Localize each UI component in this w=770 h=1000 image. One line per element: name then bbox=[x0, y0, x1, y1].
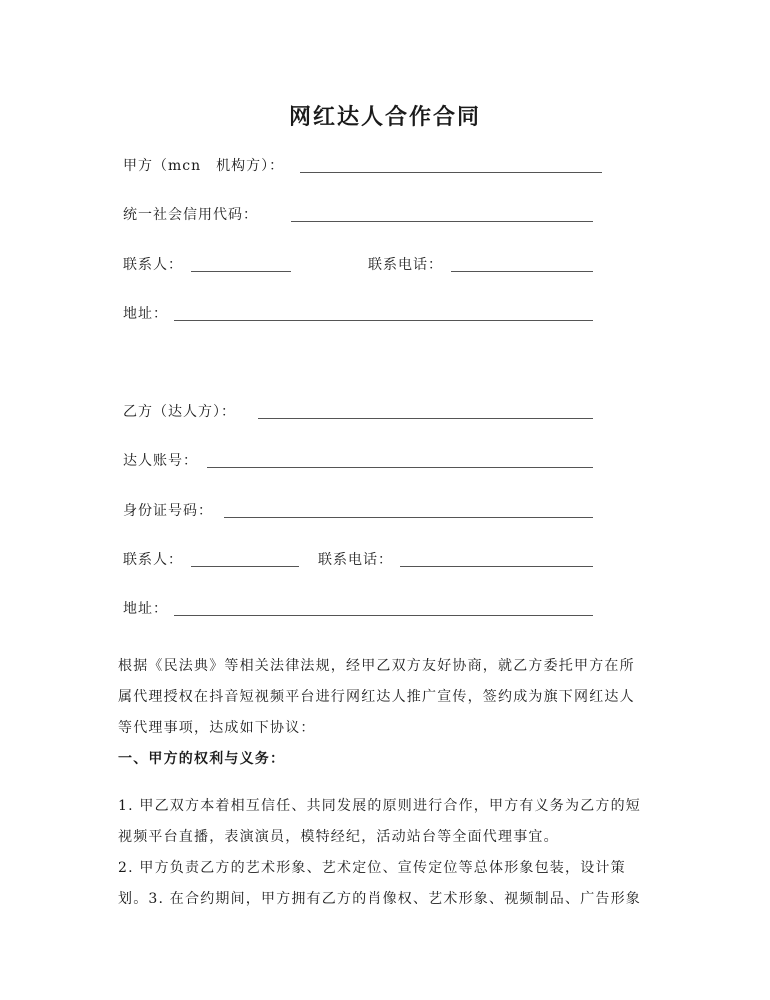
party-a-credit-code-blank[interactable] bbox=[291, 221, 593, 222]
party-a-contact-field bbox=[123, 255, 183, 275]
party-b-contact-blank[interactable] bbox=[191, 566, 299, 567]
party-a-address-blank[interactable] bbox=[174, 320, 593, 321]
party-b-name-label: 乙方（达人方）： bbox=[123, 404, 236, 420]
preamble-line: 属代理授权在抖音短视频平台进行网红达人推广宣传，签约成为旗下网红达人 bbox=[118, 689, 635, 705]
party-a-name-blank[interactable] bbox=[300, 172, 602, 173]
party-b-id-label: 身份证号码： bbox=[123, 503, 213, 519]
party-b-phone-label: 联系电话： bbox=[318, 552, 393, 568]
party-a-contact-label: 联系人： bbox=[123, 257, 183, 273]
preamble-paragraph bbox=[118, 651, 663, 775]
party-a-credit-code-label: 统一社会信用代码： bbox=[123, 207, 258, 223]
party-a-phone-blank[interactable] bbox=[451, 271, 593, 272]
party-a-name-field bbox=[123, 156, 284, 176]
party-b-contact-label: 联系人： bbox=[123, 552, 183, 568]
party-b-name-blank[interactable] bbox=[258, 418, 593, 419]
party-b-id-field bbox=[123, 501, 213, 521]
party-a-phone-label: 联系电话： bbox=[368, 257, 443, 273]
party-a-phone-field bbox=[368, 255, 443, 275]
party-b-account-field bbox=[123, 451, 198, 471]
clause-line: 2. 甲方负责乙方的艺术形象、艺术定位、宣传定位等总体形象包装，设计策 bbox=[118, 860, 626, 876]
party-a-name-label: 甲方（mcn 机构方）： bbox=[123, 158, 285, 174]
preamble-line: 根据《民法典》等相关法律法规，经甲乙双方友好协商，就乙方委托甲方在所 bbox=[118, 658, 635, 674]
party-b-id-blank[interactable] bbox=[224, 517, 593, 518]
party-b-name-field bbox=[123, 402, 236, 422]
party-a-credit-code-field bbox=[123, 205, 258, 225]
preamble-line: 等代理事项，达成如下协议： bbox=[118, 720, 316, 736]
party-b-account-blank[interactable] bbox=[207, 467, 593, 468]
party-b-account-label: 达人账号： bbox=[123, 453, 198, 469]
section-1-heading: 一、甲方的权利与义务： bbox=[118, 751, 286, 767]
clause-line: 视频平台直播，表演演员，模特经纪，活动站台等全面代理事宜。 bbox=[118, 829, 559, 845]
party-a-address-field bbox=[123, 304, 168, 324]
section-1-body bbox=[118, 791, 663, 915]
party-a-contact-blank[interactable] bbox=[191, 271, 291, 272]
party-b-address-label: 地址： bbox=[123, 601, 168, 617]
document-title: 网红达人合作合同 bbox=[288, 104, 481, 130]
party-b-phone-blank[interactable] bbox=[400, 566, 593, 567]
party-b-address-blank[interactable] bbox=[174, 615, 593, 616]
party-b-contact-field bbox=[123, 550, 183, 570]
party-a-address-label: 地址： bbox=[123, 306, 168, 322]
clause-line: 1. 甲乙双方本着相互信任、共同发展的原则进行合作，甲方有义务为乙方的短 bbox=[118, 798, 642, 814]
party-b-phone-field bbox=[318, 550, 393, 570]
party-b-address-field bbox=[123, 599, 168, 619]
clause-line: 划。3. 在合约期间，甲方拥有乙方的肖像权、艺术形象、视频制品、广告形象 bbox=[118, 891, 642, 907]
